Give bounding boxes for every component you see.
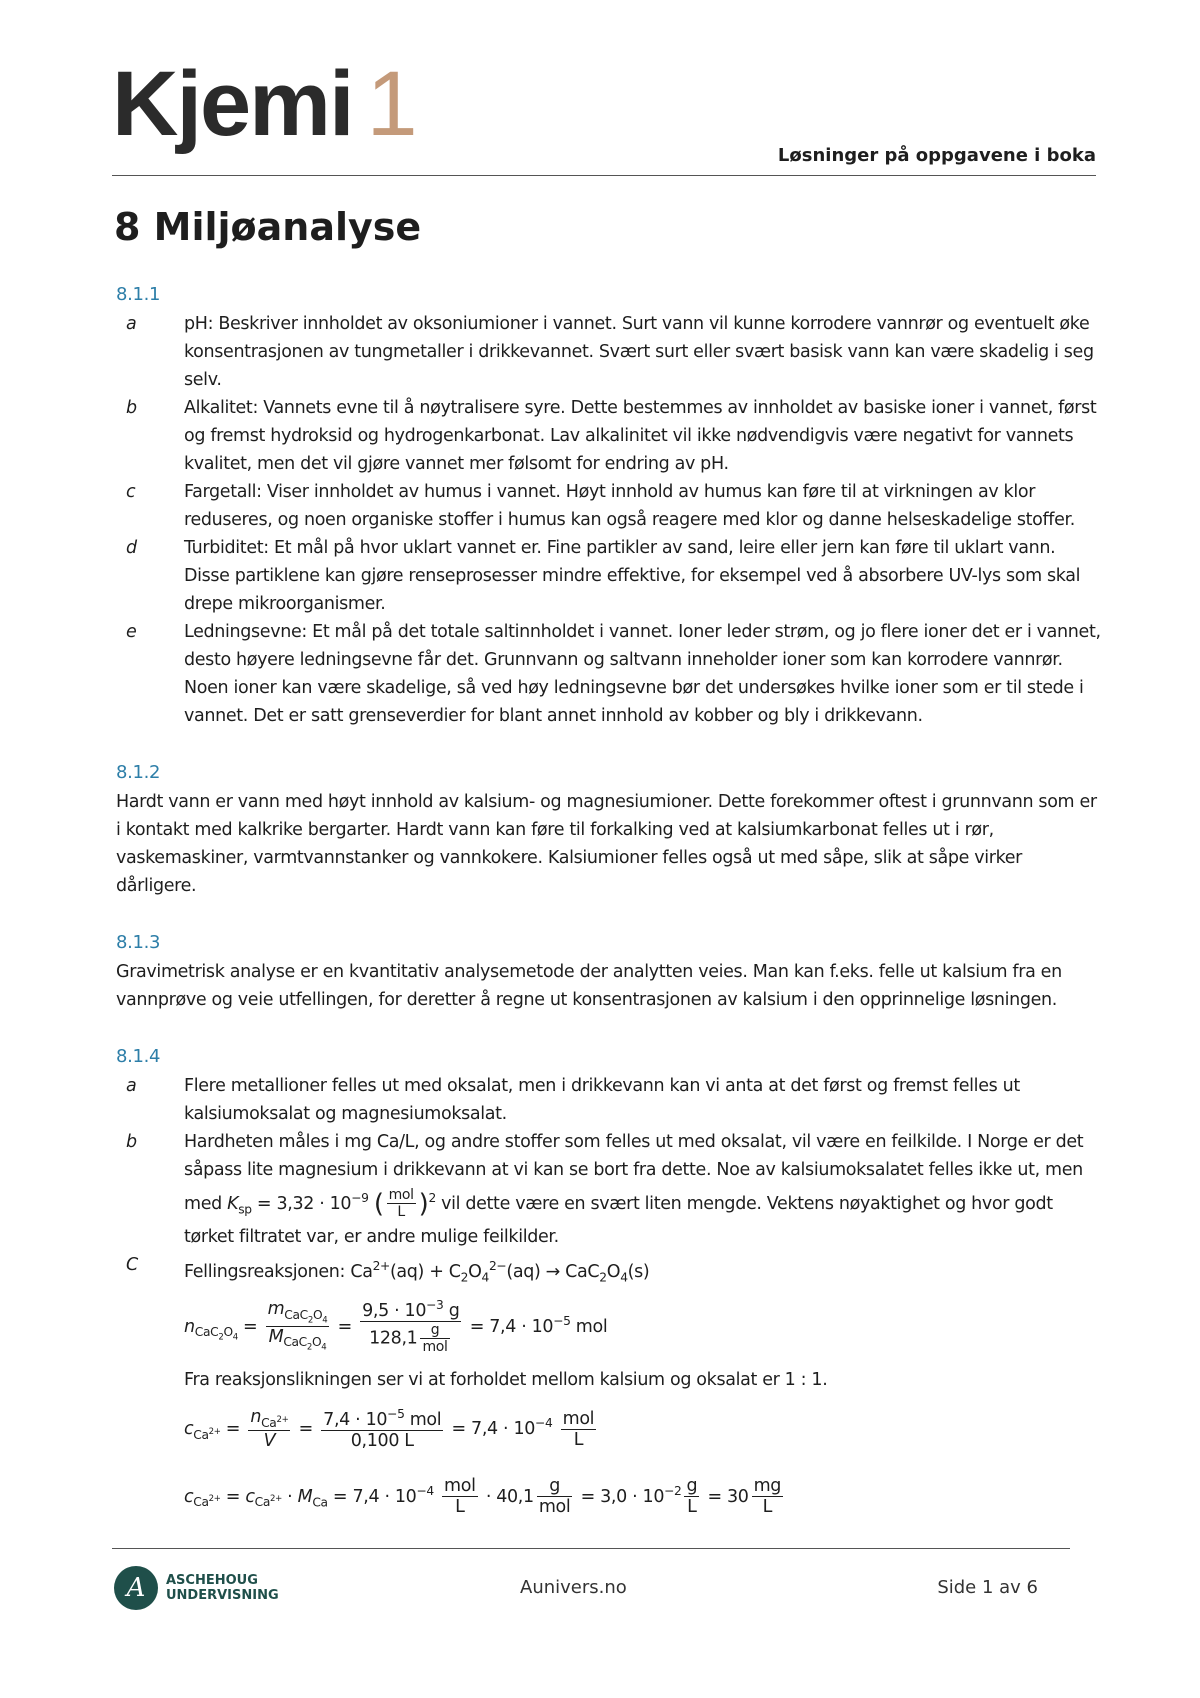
logo-text: Kjemi [112, 53, 353, 155]
final-step-c: = 3,0 · 10 [580, 1486, 665, 1507]
document-subtitle: Løsninger på oppgavene i boka [777, 145, 1096, 166]
item-text: Turbiditet: Et mål på hvor uklart vannet er. Fine partikler av sand, leire eller jern kan føre til uklart vann. Disse partiklene kan gjøre renseprosesser mindre effektive, for eksempel ved å absorbere UV-lys som skal drepe mikroorganismer. [184, 538, 1081, 614]
fraction-numerator: g [686, 1475, 698, 1496]
list-item [116, 1251, 1106, 1530]
publisher-logo [114, 1566, 279, 1610]
item-text: Fargetall: Viser innholdet av humus i vannet. Høyt innhold av humus kan føre til at virkningen av klor reduseres, og noen organiske stoffer i humus kan også reagere med klor og danne helseskadelige stoffer. [184, 482, 1075, 530]
fraction-denominator: L [573, 1429, 584, 1450]
mass-over-molar-mass: $\frac{m_{CaC_2O_4}}{M_{CaC_2O_4}}$ [267, 1299, 328, 1353]
concentration-equation: $c_{Ca^{2+}}$ = $\frac{n_{Ca^{2+}}}{V}$ = $\frac{7,4 \cdot 10^{-5} mol}{0,100 L}$ = $7,4 \cdot 10^{-4}$ $\frac{\text{mol}}{L}$ [184, 1407, 595, 1452]
section-8-1-2 [116, 758, 1106, 900]
section-8-1-1 [116, 280, 1106, 730]
ksp-unit-fraction [387, 1187, 416, 1220]
moles-value: 7,4 · 10 [323, 1410, 388, 1431]
item-letter: e [126, 622, 137, 642]
mass-concentration-equation: $c_{Ca^{2+}} = c_{Ca^{2+}} \cdot M_{Ca} = 7,4 \cdot 10^{-4}$ $\frac{\text{mol}}{L}$ · 40,1 $\frac{g}{\text{mol}}$ = $3,0 \cdot 10^{-2}$ $\frac{g}{L}$ = 30 $\frac{mg}{L}$ [184, 1475, 782, 1518]
concentration-unit [561, 1409, 597, 1450]
item-letter: b [126, 1132, 137, 1152]
final-unit [752, 1476, 783, 1517]
concentration-result: = 7,4 · 10 [451, 1419, 536, 1440]
section-heading: 8.1.1 [116, 284, 161, 305]
reaction-label: Fellingsreaksjonen: [184, 1262, 346, 1283]
fraction-numerator: g [537, 1476, 573, 1497]
ratio-text: Fra reaksjonslikningen ser vi at forholdet mellom kalsium og oksalat er 1 : 1. [184, 1370, 828, 1391]
publisher-emblem-icon: A [114, 1566, 158, 1610]
fraction-numerator: mol [444, 1475, 476, 1496]
item-text: pH: Beskriver innholdet av oksoniumioner i vannet. Surt vann vil kunne korrodere vannrør og eventuelt øke konsentrasjonen av tungmetaller i drikkevannet. Svært surt eller svært basisk vann kan være skadelig i seg selv. [184, 314, 1094, 390]
fraction-numerator: mol [562, 1408, 595, 1429]
section-heading: 8.1.2 [116, 762, 161, 783]
list-item [116, 310, 1106, 394]
item-letter: d [126, 538, 137, 558]
fraction-denominator: mol [538, 1497, 571, 1518]
final-step-a-exponent: −4 [416, 1483, 434, 1498]
numeric-fraction [360, 1298, 461, 1355]
moles-over-volume: $\frac{n_{Ca^{2+}}}{V}$ [250, 1407, 289, 1451]
molar-mass-value: 128,1 [369, 1328, 418, 1349]
item-letter: C [126, 1255, 138, 1276]
page-number: Side 1 av 6 [937, 1577, 1038, 1598]
list-item [116, 1072, 1106, 1128]
ksp-exponent: −9 [351, 1191, 369, 1205]
final-result: = 30 [707, 1486, 749, 1507]
moles-result: = 7,4 · 10 [469, 1316, 554, 1337]
fraction-denominator: L [455, 1497, 465, 1518]
unit-fraction [537, 1476, 573, 1517]
publisher-name [166, 1573, 279, 1603]
moles-unit: mol [409, 1410, 442, 1431]
site-link[interactable]: Aunivers.no [520, 1577, 627, 1598]
item-text-continued: vil dette være en svært liten mengde. Vektens nøyaktighet og hvor godt tørket filtratet var, er andre mulige feilkilder. [184, 1193, 1053, 1248]
section-8-1-3 [116, 928, 1106, 1014]
header-divider [112, 175, 1096, 176]
reaction-equation: Fellingsreaksjonen: $Ca^{2+}(aq) + C_2O_4^{2-}(aq) \to CaC_2O_4(s)$ [184, 1259, 650, 1285]
brand-logo [112, 53, 416, 155]
final-step-b: · 40,1 [485, 1486, 534, 1507]
item-letter: a [126, 1076, 137, 1096]
fraction-denominator: L [687, 1497, 697, 1518]
fraction-numerator: mol [388, 1187, 414, 1204]
list-item [116, 618, 1106, 730]
logo-number: 1 [366, 53, 416, 155]
fraction-denominator: L [762, 1497, 773, 1518]
footer-divider [112, 1548, 1070, 1549]
publisher-line-1: ASCHEHOUG [166, 1573, 258, 1588]
moles-unit: mol [575, 1316, 608, 1337]
fraction-denominator: mol [422, 1338, 448, 1355]
item-letter: a [126, 314, 137, 334]
unit-fraction [442, 1476, 478, 1517]
item-letter: c [126, 482, 136, 502]
section-8-1-4 [116, 1042, 1106, 1530]
moles-exponent: −5 [387, 1407, 405, 1422]
item-text: Alkalitet: Vannets evne til å nøytralisere syre. Dette bestemmes av innholdet av basiske ioner i vannet, først og fremst hydroksid og hydrogenkarbonat. Lav alkalinitet vil ikke nødvendigvis være negativt for vannets kvalitet, men det vil gjøre vannet mer følsomt for endring av pH. [184, 398, 1097, 474]
unit-fraction [684, 1476, 699, 1517]
list-item [116, 534, 1106, 618]
list-item [116, 394, 1106, 478]
mass-exponent: −3 [426, 1297, 444, 1312]
numeric-fraction [321, 1407, 443, 1451]
volume-value: 0,100 L [350, 1431, 414, 1452]
list-item [116, 478, 1106, 534]
list-item [116, 1128, 1106, 1251]
fraction-numerator: g [420, 1322, 449, 1339]
section-text: Gravimetrisk analyse er en kvantitativ analysemetode der analytten veies. Man kan f.eks. felle ut kalsium fra en vannprøve og veie utfellingen, for deretter å regne ut konsentrasjonen av kalsium i den opprinnelige løsningen. [116, 962, 1062, 1010]
item-letter: b [126, 398, 137, 418]
section-heading: 8.1.3 [116, 932, 161, 953]
section-text: Hardt vann er vann med høyt innhold av kalsium- og magnesiumioner. Dette forekommer oftest i grunnvann som er i kontakt med kalkrike bergarter. Hardt vann kan føre til forkalking ved at kalsiumkarbonat felles ut i rør, vaskemaskiner, varmtvannstanker og vannkokere. Kalsiumioner felles også ut med såpe, slik at såpe virker dårligere. [116, 792, 1097, 896]
ksp-expression: $K_{sp} = 3,32 \cdot 10^{-9}$ ( $\frac{\text{mol}}{L}$ )$^2$ [227, 1187, 436, 1221]
ksp-unit-power: 2 [428, 1191, 436, 1205]
final-step-c-exponent: −2 [664, 1483, 682, 1498]
main-content [116, 280, 1106, 1558]
mass-value: 9,5 · 10 [362, 1300, 427, 1321]
concentration-exponent: −4 [535, 1416, 553, 1431]
fraction-denominator: L [397, 1204, 405, 1221]
item-text: Ledningsevne: Et mål på det totale saltinnholdet i vannet. Ioner leder strøm, og jo flere ioner det er i vannet, desto høyere ledningsevne får det. Grunnvann og saltvann inneholder ioner som kan korrodere vannrør. Noen ioner kan være skadelige, så ved høy ledningsevne bør det undersøkes hvilke ioner som er til stede i vannet. Det er satt grenseverdier for blant annet innhold av kobber og bly i drikkevann. [184, 622, 1101, 726]
moles-exponent: −5 [553, 1313, 571, 1328]
publisher-line-2: UNDERVISNING [166, 1588, 279, 1603]
section-heading: 8.1.4 [116, 1046, 161, 1067]
item-text: Hardheten måles i mg Ca/L, og andre stoffer som felles ut med oksalat, vil være en feilkilde. I Norge er det såpass lite magnesium i drikkevann at vi kan se bort fra dette. Noe av kalsiumoksalatet felles ikke ut, men med [184, 1132, 1084, 1214]
item-text: Flere metallioner felles ut med oksalat, men i drikkevann kan vi anta at det først og fremst felles ut kalsiumoksalat og magnesiumoksalat. [184, 1076, 1020, 1124]
chapter-title: 8 Miljøanalyse [114, 205, 422, 249]
ksp-value: = 3,32 · 10 [256, 1193, 352, 1214]
final-step-a: = 7,4 · 10 [332, 1486, 417, 1507]
mass-unit: g [448, 1300, 460, 1321]
moles-equation: $n_{CaC_2O_4}$ = $\frac{m_{CaC_2O_4}}{M_{CaC_2O_4}}$ = $9,5 \cdot 10^{-3}$ g 128,1 $\frac{g}{\text{mol}}$ = $7,4 \cdot 10^{-5}$ mol [184, 1297, 608, 1355]
fraction-numerator: mg [753, 1475, 782, 1496]
